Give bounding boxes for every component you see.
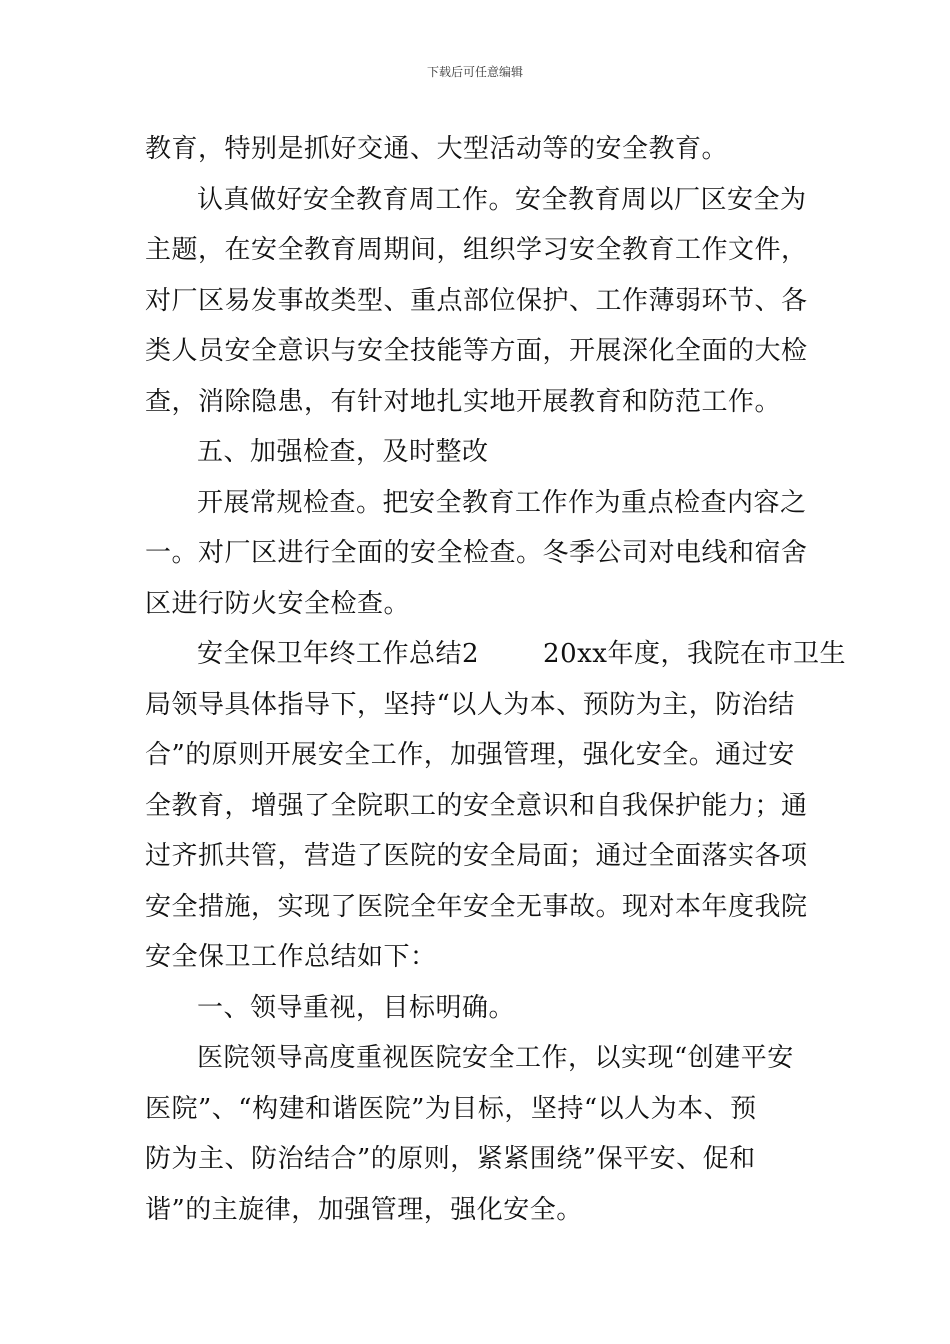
text-line: 合”的原则开展安全工作，加强管理，强化安全。通过安 <box>145 740 795 770</box>
text-line: 对厂区易发事故类型、重点部位保护、工作薄弱环节、各 <box>145 285 808 316</box>
section-heading: 五、加强检查，及时整改 <box>197 437 489 467</box>
report-intro: 20xx年度，我院在市卫生 <box>543 639 846 669</box>
text-line: 安全措施，实现了医院全年安全无事故。现对本年度我院 <box>145 891 808 922</box>
text-line: 安全保卫工作总结如下： <box>145 942 437 972</box>
paragraph-start-line: 开展常规检查。把安全教育工作作为重点检查内容之 <box>197 487 807 518</box>
text-line: 类人员安全意识与安全技能等方面，开展深化全面的大检 <box>145 336 808 366</box>
text-line: 过齐抓共管，营造了医院的安全局面；通过全面落实各项 <box>145 841 808 871</box>
document-body <box>145 124 846 1235</box>
text-line: 查，消除隐患，有针对地扎实地开展教育和防范工作。 <box>145 386 782 417</box>
page-header-note: 下载后可任意编辑 <box>426 65 523 79</box>
text-line: 局领导具体指导下，坚持“以人为本、预防为主，防治结 <box>145 689 795 720</box>
text-line: 谐”的主旋律，加强管理，强化安全。 <box>145 1194 583 1225</box>
report-title: 安全保卫年终工作总结2 <box>197 639 480 669</box>
text-line: 防为主、防治结合”的原则，紧紧围绕”保平安、促和 <box>145 1144 756 1174</box>
text-line: 一。对厂区进行全面的安全检查。冬季公司对电线和宿舍 <box>145 538 808 568</box>
text-line: 区进行防火安全检查。 <box>145 588 411 619</box>
paragraph-start-line: 认真做好安全教育周工作。安全教育周以厂区安全为 <box>197 184 807 215</box>
section-heading: 一、领导重视，目标明确。 <box>197 992 516 1023</box>
paragraph-start-line: 医院领导高度重视医院安全工作，以实现“创建平安 <box>197 1043 794 1073</box>
text-line: 医院”、“构建和谐医院”为目标，坚持“以人为本、预 <box>145 1093 757 1124</box>
text-line: 主题，在安全教育周期间，组织学习安全教育工作文件， <box>145 235 808 265</box>
report-title-line <box>145 629 846 680</box>
text-line: 教育，特别是抓好交通、大型活动等的安全教育。 <box>145 134 729 164</box>
text-line: 全教育，增强了全院职工的安全意识和自我保护能力；通 <box>145 790 808 821</box>
